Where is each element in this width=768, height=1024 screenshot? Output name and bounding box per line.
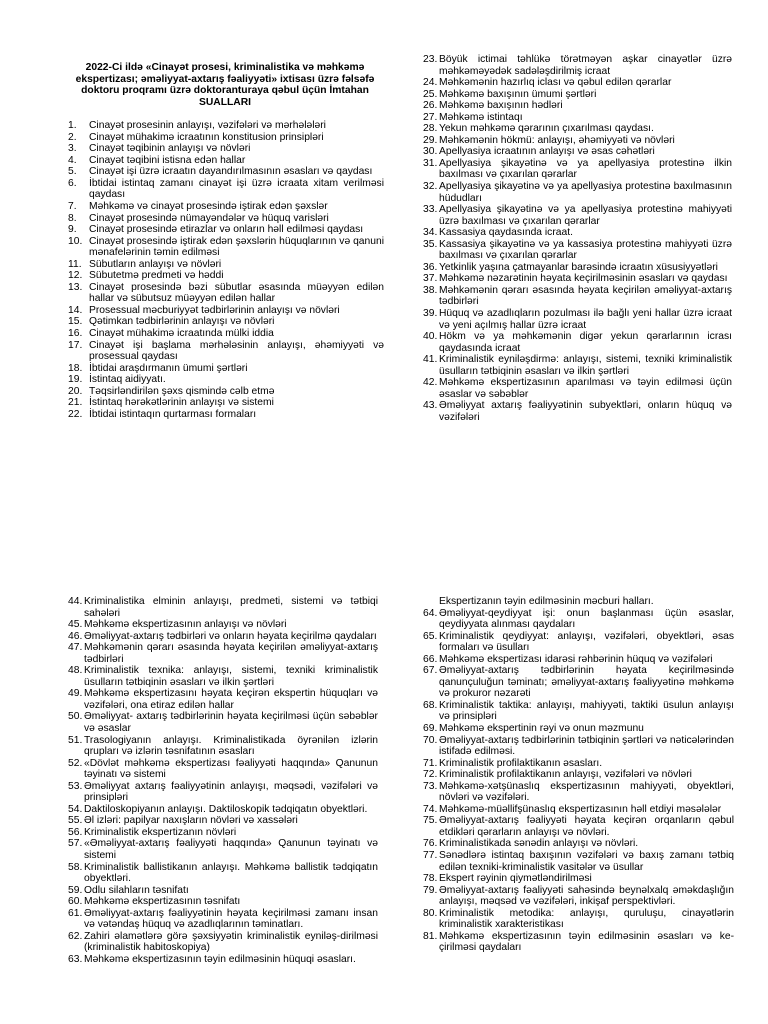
- question-number: 27.: [423, 111, 438, 123]
- question-item: [68, 619, 378, 631]
- question-text: Əl izləri: papilyar naxışların növləri və xassələri: [84, 815, 298, 827]
- question-text: Yetkinlik yaşına çatmayanlar barəsində icraatın xüsusiyyətləri: [439, 261, 718, 273]
- question-item: [66, 363, 384, 375]
- question-text: Məhkəmə istintaqı: [439, 111, 523, 123]
- question-number: 32.: [423, 181, 438, 193]
- question-text: «Dövlət məhkəmə ekspertizası fəaliyyəti haqqında» Qanunun təyinatı və sistemi: [84, 757, 378, 781]
- question-item: [423, 931, 734, 954]
- question-text: Əməliyyat-axtarış fəaliyyətinin həyata keçirilməsi zamanı insan və vətəndaş hüquq və azadlıqlarının təminatları.: [84, 907, 378, 931]
- question-text: Odlu silahların təsnifatı: [84, 884, 189, 896]
- question-text: Zahiri əlamətlərə görə şəxsiyyətin kriminalistik eyniləş-dirilməsi (kriminalistik habitoskopiya): [84, 930, 378, 954]
- question-number: 64.: [423, 607, 438, 619]
- question-number: 58.: [68, 861, 83, 873]
- question-text: Məhkəmə ekspertizasını həyata keçirən ekspertin hüquqları və vəzifələri, ona etiraz edilən hallar: [84, 688, 378, 711]
- question-text: Məhkəmənin qərarı əsasında həyata keçirilən əməliyyat-axtarış tədbirləri: [439, 284, 732, 308]
- question-number: 12.: [68, 270, 83, 282]
- question-number: 77.: [423, 850, 438, 862]
- question-text: Cinayət işi üzrə icraatın dayandırılmasının əsasları və qaydası: [89, 166, 373, 178]
- question-number: 72.: [423, 769, 438, 781]
- question-number: 54.: [68, 803, 83, 815]
- question-text: Qətimkan tədbirlərinin anlayışı və növləri: [89, 316, 275, 328]
- question-number: 25.: [423, 88, 438, 100]
- question-number: 34.: [423, 227, 438, 239]
- question-number: 70.: [423, 734, 438, 746]
- question-number: 1.: [68, 120, 77, 132]
- question-number: 66.: [423, 653, 438, 665]
- question-text: Məhkəmə ekspertizası idarəsi rəhbərinin hüquq və vəzifələri: [439, 653, 713, 665]
- question-text: Cinayət mühakimə icraatında mülki iddia: [89, 328, 274, 340]
- question-item: [423, 54, 732, 77]
- question-text: Kassasiya qaydasında icraat.: [439, 227, 573, 239]
- question-number: 37.: [423, 273, 438, 285]
- question-text: Ekspert rəyinin qiymətləndirilməsi: [439, 873, 592, 885]
- question-item: [423, 665, 734, 700]
- question-number: 6.: [68, 177, 77, 189]
- question-number: 42.: [423, 377, 438, 389]
- question-text: Məhkəmə ekspertizasının təyin edilməsinin əsasları və ke-çirilməsi qaydaları: [439, 930, 734, 954]
- question-number: 17.: [68, 339, 83, 351]
- question-item: [66, 143, 384, 155]
- question-number: 65.: [423, 630, 438, 642]
- question-item: [423, 850, 734, 873]
- question-item: [66, 224, 384, 236]
- question-text: Daktiloskopiyanın anlayışı. Daktiloskopik tədqiqatın obyektləri.: [84, 803, 368, 815]
- question-number: 21.: [68, 397, 83, 409]
- question-text: Əməliyyat-axtarış fəaliyyəti sahəsində beynəlxalq əməkdaşlığın anlayışı, məqsəd və vəzifələri, inkişaf perspektivləri.: [439, 884, 734, 908]
- question-number: 35.: [423, 238, 438, 250]
- question-number: 74.: [423, 803, 438, 815]
- question-text: Məhkəmə və cinayət prosesində iştirak edən şəxslər: [89, 201, 328, 213]
- question-item: [68, 862, 378, 885]
- question-number: 73.: [423, 780, 438, 792]
- question-text: Əməliyyat-axtarış tədbirlərinin həyata keçirilməsində qanunçuluğun təminatı; əməliyyat-axtarış fəaliyyətinə məhkəmə və prokuror nəzarəti: [439, 665, 734, 700]
- question-number: 46.: [68, 630, 83, 642]
- question-item: [68, 735, 378, 758]
- question-item: [66, 282, 384, 305]
- question-text: Kriminalistik ballistikanın anlayışı. Məhkəmə ballistik tədqiqatın obyektləri.: [84, 861, 378, 885]
- question-item: [423, 308, 732, 331]
- question-number: 47.: [68, 642, 83, 654]
- question-item: [423, 331, 732, 354]
- question-number: 24.: [423, 77, 438, 89]
- question-item: [66, 397, 384, 409]
- question-text: Məhkəmə baxışının hədləri: [439, 100, 563, 112]
- question-item: [423, 77, 732, 89]
- question-number: 56.: [68, 826, 83, 838]
- question-item: [423, 700, 734, 723]
- question-item: [66, 155, 384, 167]
- question-text: Trasologiyanın anlayışı. Kriminalistikada öyrənilən izlərin qrupları və izlərin təsnifatının əsasları: [84, 734, 378, 758]
- question-number: 41.: [423, 354, 438, 366]
- question-number: 50.: [68, 711, 83, 723]
- question-text: Hökm və ya məhkəmənin digər yekun qərarlarının icrası qaydasında icraat: [439, 331, 732, 354]
- question-item: [423, 815, 734, 838]
- question-text: Apellyasiya şikayətinə və ya apellyasiya protestinə baxılmasının hüdudları: [439, 181, 732, 204]
- question-item: [66, 305, 384, 317]
- question-number: 60.: [68, 896, 83, 908]
- question-number: 44.: [68, 596, 83, 607]
- question-item: [66, 201, 384, 213]
- question-number: 31.: [423, 157, 438, 169]
- question-text: İstintaq aidiyyatı.: [89, 374, 166, 386]
- question-item: [423, 158, 732, 181]
- question-text: Kassasiya şikayətinə və ya kassasiya protestinə mahiyyəti üzrə baxılması və çıxarılan qərarlar: [439, 238, 732, 262]
- question-number: 81.: [423, 930, 438, 942]
- question-text: Hüquq və azadlıqların pozulması ilə bağlı yeni hallar üzrə icraat və yeni açılmış hallar üzrə icraat: [439, 308, 732, 331]
- question-text: Sübutların anlayışı və növləri: [89, 258, 222, 270]
- question-number: 23.: [423, 54, 438, 65]
- continued-question-text: Ekspertizanın təyin edilməsinin məcburi halları.: [439, 596, 654, 607]
- question-item: [68, 758, 378, 781]
- question-item: [66, 409, 384, 421]
- question-item: [423, 377, 732, 400]
- question-number: 5.: [68, 166, 77, 178]
- question-text: Cinayət prosesinin anlayışı, vəzifələri və mərhələləri: [89, 120, 326, 132]
- question-item: [423, 112, 732, 124]
- question-number: 43.: [423, 400, 438, 412]
- question-number: 26.: [423, 100, 438, 112]
- question-item: [423, 781, 734, 804]
- question-text: Məhkəmə ekspertizasının təsnifatı: [84, 896, 241, 908]
- question-number: 78.: [423, 873, 438, 885]
- question-item: [68, 665, 378, 688]
- question-item: [68, 804, 378, 816]
- question-number: 49.: [68, 688, 83, 700]
- question-text: Əməliyyat-qeydiyyat işi: onun başlanması üçün əsaslar, qeydiyyata alınması qaydaları: [439, 607, 734, 631]
- question-text: Sübutetmə predmeti və həddi: [89, 270, 224, 282]
- question-number: 36.: [423, 261, 438, 273]
- question-text: Kriminalistika elminin anlayışı, predmeti, sistemi və tətbiqi sahələri: [84, 596, 378, 619]
- question-list-3: [68, 596, 378, 966]
- question-item: [423, 769, 734, 781]
- question-list-2: [423, 54, 732, 424]
- question-text: Əməliyyat- axtarış tədbirlərinin həyata keçirilməsi üçün səbəblər və əsaslar: [84, 711, 378, 735]
- question-text: Apellyasiya şikayətinə və ya apellyasiya protestinə mahiyyəti üzrə baxılması və çıxarılan qərarlar: [439, 204, 732, 227]
- question-number: 19.: [68, 374, 83, 386]
- question-item: [68, 885, 378, 897]
- question-item: [423, 227, 732, 239]
- question-item: [68, 688, 378, 711]
- question-number: 71.: [423, 757, 438, 769]
- question-item: [423, 135, 732, 147]
- question-text: Məhkəmə baxışının ümumi şərtləri: [439, 88, 597, 100]
- question-number: 14.: [68, 304, 83, 316]
- question-text: «Əməliyyat-axtarış fəaliyyəti haqqında» Qanunun təyinatı və sistemi: [84, 838, 378, 862]
- question-item: [423, 608, 734, 631]
- question-number: 63.: [68, 953, 83, 965]
- question-number: 18.: [68, 362, 83, 374]
- question-number: 55.: [68, 815, 83, 827]
- question-number: 20.: [68, 385, 83, 397]
- question-text: Kriminalistik profilaktikanın əsasları.: [439, 757, 603, 769]
- question-item: [66, 374, 384, 386]
- question-text: Apellyasiya şikayətinə və ya apellyasiya protestinə ilkin baxılması və çıxarılan qərarlar: [439, 157, 732, 181]
- page2-left-column: [68, 596, 378, 966]
- question-number: 39.: [423, 308, 438, 320]
- question-number: 15.: [68, 316, 83, 328]
- question-text: Məhkəmənin hazırlıq iclası və qəbul edilən qərarlar: [439, 77, 672, 89]
- question-text: Cinayət prosesində bəzi sübutlar əsasında müəyyən edilən hallar və sübutsuz müəyyən edilən hallar: [89, 281, 384, 305]
- question-item: [423, 354, 732, 377]
- question-text: Cinayət təqibinin anlayışı və növləri: [89, 143, 251, 155]
- question-item: [66, 270, 384, 282]
- question-number: 51.: [68, 734, 83, 746]
- question-number: 16.: [68, 328, 83, 340]
- question-number: 33.: [423, 204, 438, 216]
- question-text: Yekun məhkəmə qərarının çıxarılması qaydası.: [439, 123, 654, 135]
- question-item: [66, 386, 384, 398]
- question-item: [68, 838, 378, 861]
- question-number: 3.: [68, 143, 77, 155]
- question-item: [423, 239, 732, 262]
- question-number: 40.: [423, 331, 438, 343]
- question-text: Cinayət işi başlama mərhələsinin anlayışı, əhəmiyyəti və prosessual qaydası: [89, 339, 384, 363]
- question-number: 10.: [68, 235, 83, 247]
- question-number: 30.: [423, 146, 438, 158]
- question-item: [423, 908, 734, 931]
- question-number: 52.: [68, 757, 83, 769]
- question-item: [66, 328, 384, 340]
- question-item: [68, 711, 378, 734]
- question-text: Məhkəmə-müəllifşünaslıq ekspertizasının həll etdiyi məsələlər: [439, 803, 722, 815]
- question-text: Məhkəmə-xətşünaslıq ekspertizasının mahiyyəti, obyektləri, növləri və vəzifələri.: [439, 780, 734, 804]
- question-text: Məhkəmənin hökmü: anlayışı, əhəmiyyəti və növləri: [439, 134, 675, 146]
- question-number: 8.: [68, 212, 77, 224]
- question-text: İbtidai araşdırmanın ümumi şərtləri: [89, 362, 248, 374]
- question-number: 7.: [68, 201, 77, 213]
- question-number: 57.: [68, 838, 83, 850]
- question-text: Əməliyyat-axtarış tədbirlərinin tətbiqinin şərtləri və nəticələrindən istifadə edilməsi.: [439, 734, 734, 758]
- question-item: [66, 340, 384, 363]
- question-number: 9.: [68, 224, 77, 236]
- question-item: [423, 123, 732, 135]
- question-item: [68, 642, 378, 665]
- question-text: Prosessual məcburiyyət tədbirlərinin anlayışı və növləri: [89, 304, 340, 316]
- question-item: [66, 166, 384, 178]
- question-item: [423, 654, 734, 666]
- question-item: [423, 804, 734, 816]
- question-number: 59.: [68, 884, 83, 896]
- question-number: 28.: [423, 123, 438, 135]
- question-text: Kriminalistik eyniləşdirmə: anlayışı, sistemi, texniki kriminalistik üsulların tətbiqinin əsasları və ilkin şərtləri: [439, 354, 732, 377]
- question-number: 62.: [68, 930, 83, 942]
- question-number: 13.: [68, 281, 83, 293]
- question-number: 76.: [423, 838, 438, 850]
- question-text: Təqsirləndirilən şəxs qismində cəlb etmə: [89, 385, 275, 397]
- question-number: 67.: [423, 665, 438, 677]
- question-item: [423, 873, 734, 885]
- question-number: 38.: [423, 284, 438, 296]
- page1-left-column: [66, 62, 384, 420]
- question-item: [66, 236, 384, 259]
- question-item: [68, 596, 378, 619]
- question-text: Cinayət təqibini istisna edən hallar: [89, 154, 246, 166]
- question-item: [423, 285, 732, 308]
- question-item: [423, 100, 732, 112]
- question-number: 22.: [68, 408, 83, 420]
- question-item: [423, 273, 732, 285]
- question-text: Məhkəmə ekspertinin rəyi və onun məzmunu: [439, 723, 644, 735]
- question-text: Cinayət mühakimə icraatının konstitusion prinsipləri: [89, 131, 324, 143]
- question-number: 69.: [423, 723, 438, 735]
- question-item: [66, 120, 384, 132]
- question-number: 45.: [68, 619, 83, 631]
- question-text: Məhkəmə nəzarətinin həyata keçirilməsinin əsasları və qaydası: [439, 273, 728, 285]
- question-item: [68, 931, 378, 954]
- question-text: İstintaq hərəkətlərinin anlayışı və sistemi: [89, 397, 274, 409]
- question-item: [66, 213, 384, 225]
- question-text: Sənədlərə istintaq baxışının vəzifələri və baxış zamanı tətbiq edilən texniki-kriminalistik vasitələr və üsullar: [439, 850, 734, 873]
- question-number: 75.: [423, 815, 438, 827]
- question-item: [68, 815, 378, 827]
- question-number: 79.: [423, 884, 438, 896]
- question-text: Kriminalistikada sənədin anlayışı və növləri.: [439, 838, 639, 850]
- question-text: Cinayət prosesində iştirak edən şəxslərin hüquqlarının və qanuni mənafelərinin təmin edilməsi: [89, 235, 384, 259]
- question-item: [68, 908, 378, 931]
- question-number: 48.: [68, 665, 83, 677]
- question-number: 53.: [68, 780, 83, 792]
- question-text: Kriminalistik taktika: anlayışı, mahiyyəti, taktiki üsulun anlayışı və prinsipləri: [439, 699, 734, 723]
- question-item: [423, 262, 732, 274]
- question-text: Məhkəmə ekspertizasının anlayışı və növləri: [84, 619, 287, 631]
- question-text: Cinayət prosesində nümayəndələr və hüquq varisləri: [89, 212, 329, 224]
- question-item: [68, 631, 378, 643]
- question-item: [68, 954, 378, 966]
- question-item: [423, 885, 734, 908]
- question-item: [423, 631, 734, 654]
- question-item: [423, 89, 732, 101]
- page2-right-column: [423, 596, 734, 954]
- question-list-1: [66, 120, 384, 420]
- question-item: [423, 181, 732, 204]
- question-text: Kriminalistik metodika: anlayışı, quruluşu, cinayətlərin kriminalistik xarakteristikası: [439, 907, 734, 931]
- question-number: 29.: [423, 134, 438, 146]
- question-item: [68, 896, 378, 908]
- question-item: [423, 838, 734, 850]
- question-item: [423, 400, 732, 423]
- question-number: 68.: [423, 699, 438, 711]
- question-text: Əməliyyat axtarış fəaliyyətinin anlayışı, məqsədi, vəzifələri və prinsipləri: [84, 780, 378, 804]
- question-text: Kriminalistik profilaktikanın anlayışı, vəzifələri və növləri: [439, 769, 692, 781]
- question-text: İbtidai istintaq zamanı cinayət işi üzrə icraata xitam verilməsi qaydası: [89, 177, 384, 201]
- question-list-4: [423, 608, 734, 954]
- question-number: 2.: [68, 131, 77, 143]
- question-item: [423, 758, 734, 770]
- question-item: [68, 781, 378, 804]
- document-title: 2022-Ci ildə «Cinayət prosesi, kriminalistika və məhkəmə ekspertizası; əməliyyat-axtarış fəaliyyəti» ixtisası üzrə fəlsəfə doktoru proqramı üzrə doktoranturaya qəbul üçün İmtahan SUALLARI: [75, 62, 375, 108]
- question-number: 80.: [423, 907, 438, 919]
- question-number: 4.: [68, 154, 77, 166]
- question-text: Cinayət prosesində etirazlar və onların həll edilməsi qaydası: [89, 224, 364, 236]
- question-text: Kriminalistik ekspertizanın növləri: [84, 826, 237, 838]
- question-text: Məhkəmə ekspertizasının təyin edilməsinin hüquqi əsasları.: [84, 953, 356, 965]
- question-item: [68, 827, 378, 839]
- question-text: Apellyasiya icraatının anlayışı və əsas cəhətləri: [439, 146, 655, 158]
- question-item: [66, 316, 384, 328]
- question-text: Əməliyyat axtarış fəaliyyətinin subyektləri, onların hüquq və vəzifələri: [439, 400, 732, 423]
- question-text: İbtidai istintaqın qurtarması formaları: [89, 408, 257, 420]
- question-item: [423, 204, 732, 227]
- question-text: Kriminalistik qeydiyyat: anlayışı, vəzifələri, obyektləri, əsas formaları və üsulları: [439, 630, 734, 654]
- question-text: Məhkəmə ekspertizasının aparılması və təyin edilməsi üçün əsaslar və səbəblər: [439, 377, 732, 400]
- question-text: Əməliyyat-axtarış tədbirləri və onların həyata keçirilmə qaydaları: [84, 630, 377, 642]
- question-text: Böyük ictimai təhlükə törətməyən aşkar cinayətlər üzrə məhkəməyədək sadələşdirilmiş icraat: [439, 54, 732, 77]
- question-item: [66, 178, 384, 201]
- question-number: 11.: [68, 258, 82, 270]
- question-number: 61.: [68, 907, 83, 919]
- question-text: Kriminalistik texnika: anlayışı, sistemi, texniki kriminalistik üsulların tətbiqinin əsasları və ilkin şərtləri: [84, 665, 378, 688]
- question-item: [66, 259, 384, 271]
- question-item: [423, 723, 734, 735]
- question-text: Əməliyyat-axtarış fəaliyyəti həyata keçirən orqanların qəbul etdikləri qərarların anlayışı və növləri.: [439, 815, 734, 838]
- question-item: [423, 735, 734, 758]
- page1-right-column: [423, 54, 732, 424]
- question-text: Məhkəmənin qərarı əsasında həyata keçirilən əməliyyat-axtarış tədbirləri: [84, 642, 378, 665]
- question-item: [423, 146, 732, 158]
- question-item: [66, 132, 384, 144]
